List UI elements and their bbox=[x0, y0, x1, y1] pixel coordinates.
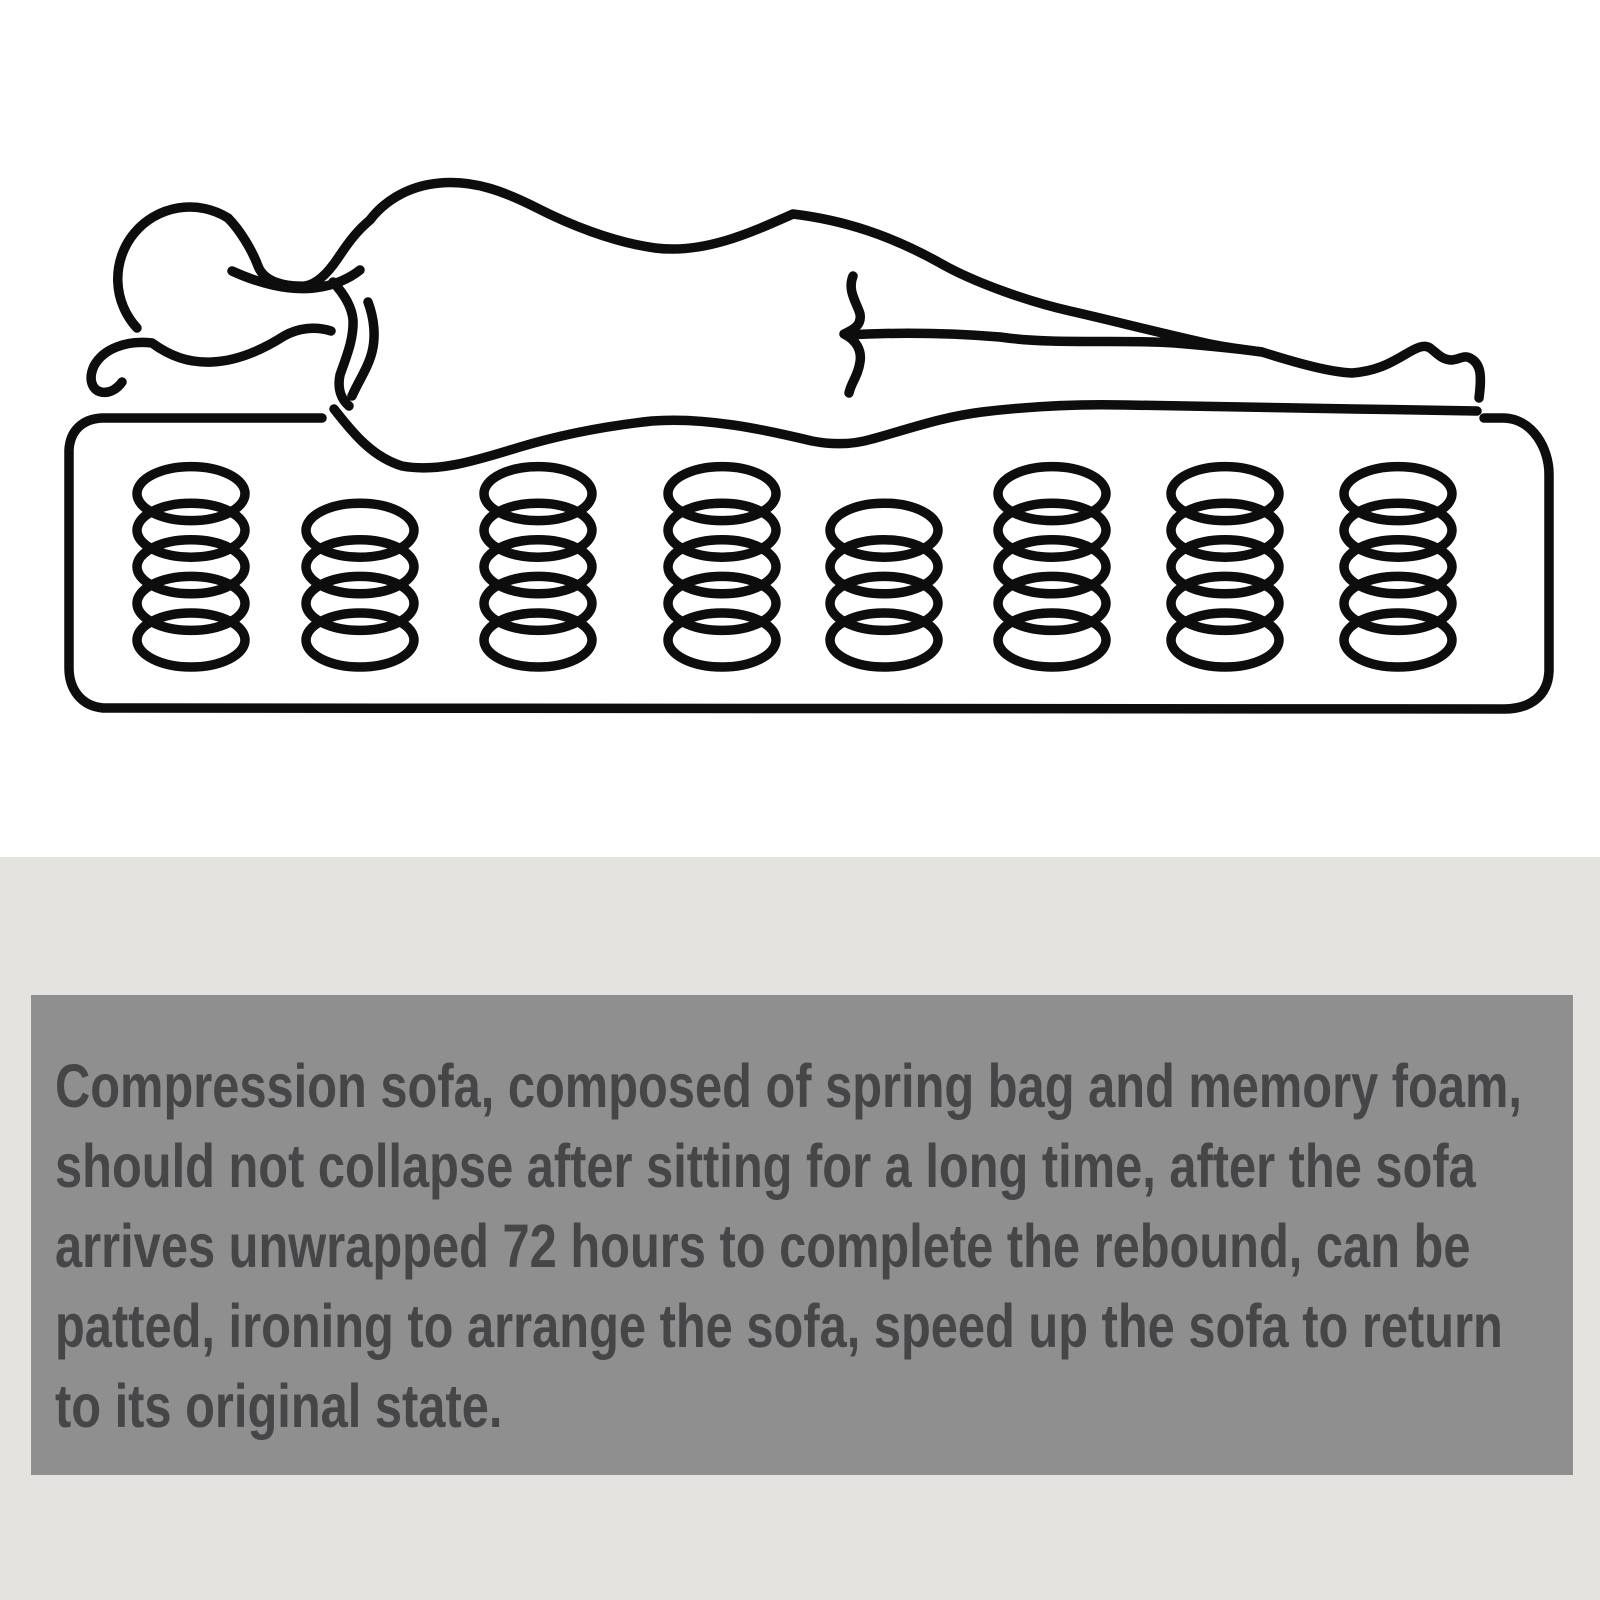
note-line: to its original state. bbox=[55, 1372, 503, 1440]
spring-coil-ring bbox=[998, 467, 1106, 521]
note-line: should not collapse after sitting for a long time, after the sofa bbox=[55, 1132, 1476, 1200]
note-line: Compression sofa, composed of spring bag and memory foam, bbox=[55, 1052, 1522, 1120]
spring-coil-ring bbox=[668, 467, 776, 521]
note-box bbox=[31, 995, 1573, 1475]
pillow-path bbox=[91, 328, 331, 392]
belly-contour-path bbox=[334, 405, 1477, 468]
spring-coil-ring bbox=[1171, 467, 1279, 521]
leg-underside-path bbox=[846, 333, 1262, 352]
spring-coil-ring bbox=[830, 503, 938, 557]
mattress-outline-path bbox=[69, 418, 1549, 709]
note-line: arrives unwrapped 72 hours to complete the rebound, can be bbox=[55, 1212, 1471, 1280]
head-outline-path bbox=[118, 207, 228, 328]
spring-coil-ring bbox=[137, 467, 245, 521]
spring-coil-ring bbox=[306, 503, 414, 557]
note-line: patted, ironing to arrange the sofa, speed up the sofa to return bbox=[55, 1292, 1503, 1360]
springs-group bbox=[137, 467, 1452, 667]
spring-coil-ring bbox=[1344, 467, 1452, 521]
neck-front-path bbox=[333, 282, 353, 406]
spring-coil-ring bbox=[484, 467, 592, 521]
